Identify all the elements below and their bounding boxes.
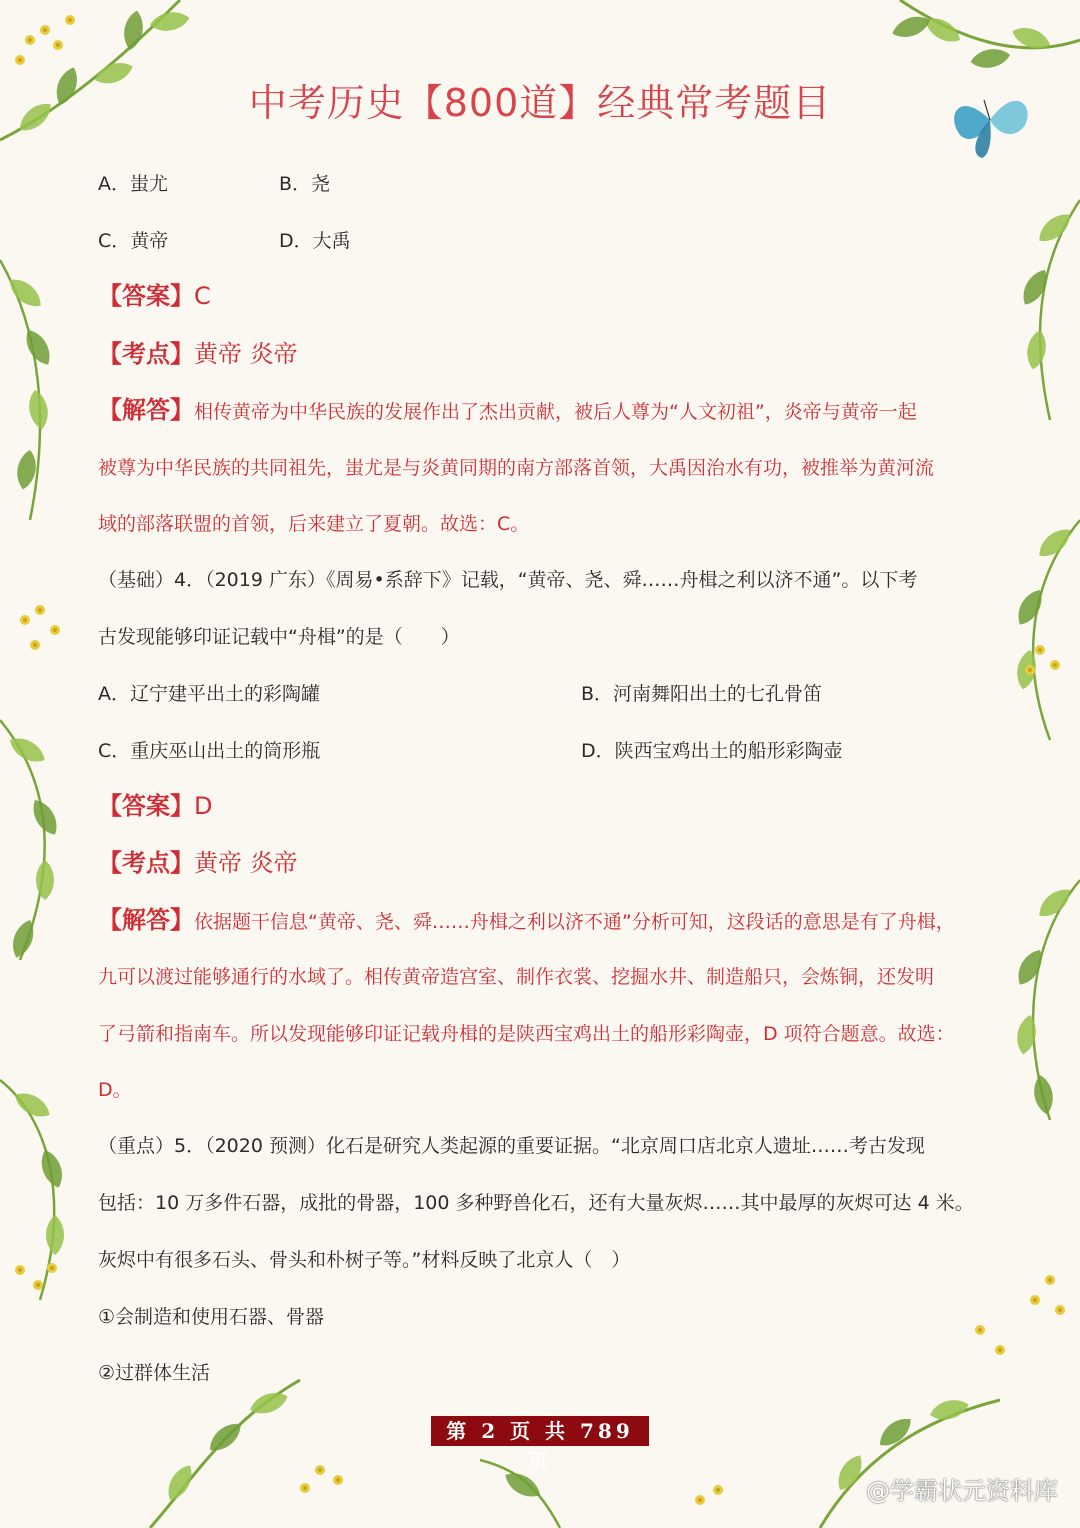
option-a: A．蚩尤 [98,173,168,195]
question-stem: （重点）5．（2020 预测）化石是研究人类起源的重要证据。“北京周口店北京人遗址……考古发现 [98,1135,925,1157]
question-stem: 古发现能够印证记载中“舟楫”的是（ ） [98,626,460,648]
page-number: 第 2 页 共 789 页 [431,1416,649,1446]
explain-line: 了弓箭和指南车。所以发现能够印证记载舟楫的是陕西宝鸡出土的船形彩陶壶，D 项符合题意。故选： [98,1023,955,1045]
page-title: 中考历史【800道】经典常考题目 [248,81,832,125]
question-stem: 灰烬中有很多石头、骨头和朴树子等。”材料反映了北京人（ ） [98,1249,631,1271]
question-stem: 包括：10 万多件石器，成批的骨器，100 多种野兽化石，还有大量灰烬……其中最厚的灰烬可达 4 米。 [98,1192,974,1214]
answer-row [98,282,211,312]
point-row [98,340,298,370]
explain-line: 依据题干信息“黄帝、尧、舜……舟楫之利以济不通”分析可知，这段话的意思是有了舟楫， [194,911,955,933]
answer-value: D [194,792,213,820]
option-c: C．黄帝 [98,230,169,252]
answer-label: 【答案】 [98,282,194,310]
question-stem: （基础）4．（2019 广东）《周易•系辞下》记载，“黄帝、尧、舜……舟楫之利以济不通”。以下考 [98,569,918,591]
option-b: B．尧 [279,173,331,195]
point-value: 黄帝 炎帝 [194,849,298,877]
explain-line: 九可以渡过能够通行的水域了。相传黄帝造宫室、制作衣裳、挖掘水井、制造船只，会炼铜，还发明 [98,966,935,988]
explain-line: 域的部落联盟的首领，后来建立了夏朝。故选：C。 [98,513,530,535]
explain-row [98,396,917,426]
point-label: 【考点】 [98,340,194,368]
statement-item: ①会制造和使用石器、骨器 [98,1306,325,1328]
answer-row [98,792,212,822]
point-row [98,849,298,879]
answer-value: C [194,282,211,310]
explain-label: 【解答】 [98,396,194,424]
explain-line: 被尊为中华民族的共同祖先，蚩尤是与炎黄同期的南方部落首领，大禹因治水有功，被推举为黄河流 [98,457,935,479]
explain-line: D。 [98,1079,132,1101]
explain-row [98,906,955,936]
option-a: A．辽宁建平出土的彩陶罐 [98,683,320,705]
option-d: D．大禹 [279,230,351,252]
option-b: B．河南舞阳出土的七孔骨笛 [581,683,823,705]
answer-label: 【答案】 [98,792,194,820]
explain-line: 相传黄帝为中华民族的发展作出了杰出贡献，被后人尊为“人文初祖”，炎帝与黄帝一起 [194,401,917,423]
point-label: 【考点】 [98,849,194,877]
explain-label: 【解答】 [98,906,194,934]
watermark: @学霸状元资料库 [866,1477,1058,1505]
option-d: D．陕西宝鸡出土的船形彩陶壶 [581,740,843,762]
point-value: 黄帝 炎帝 [194,340,298,368]
option-c: C．重庆巫山出土的筒形瓶 [98,740,321,762]
statement-item: ②过群体生活 [98,1362,211,1384]
